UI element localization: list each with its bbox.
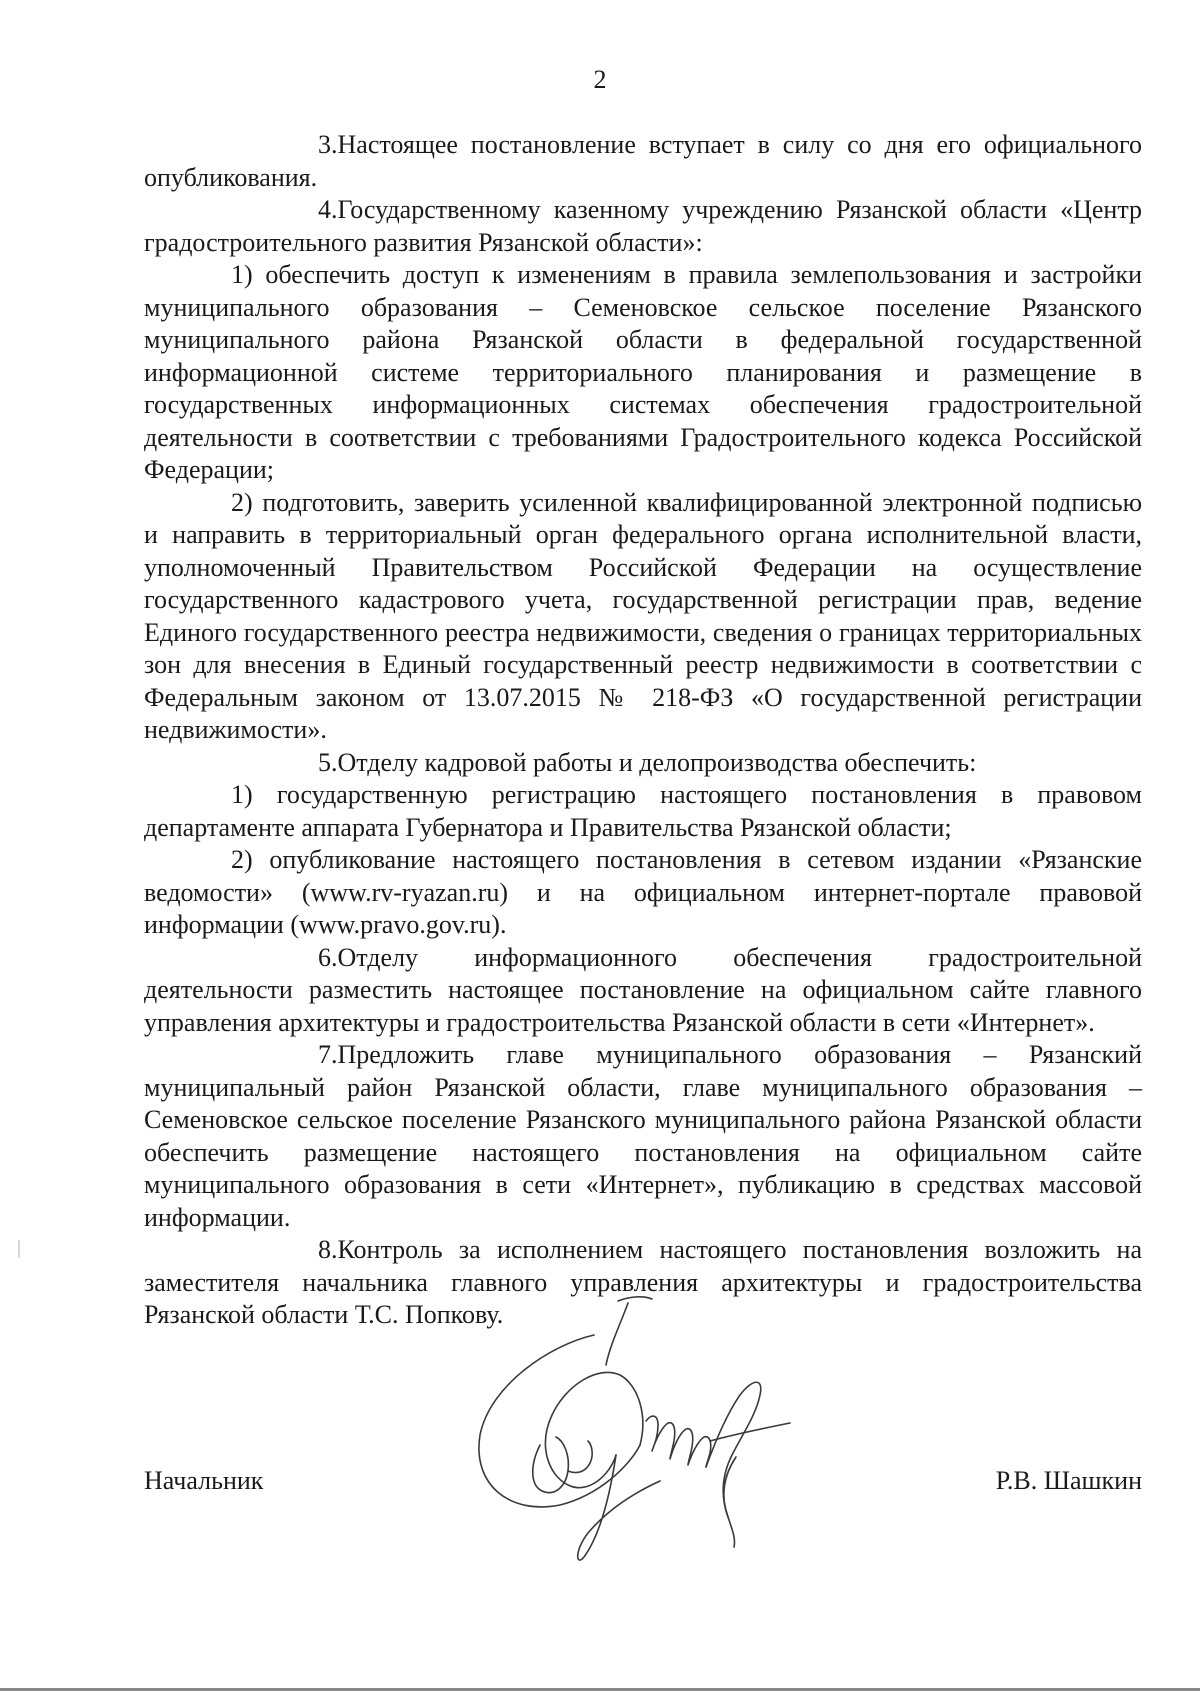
paragraph-text: Предложить главе муниципального образования – Рязанский муниципальный район Рязанской области, главе муниципального образования – Семеновское сельское поселение Рязанского муниципального района Рязанской области обеспечить размещение настоящего постановления на официальном сайте муниципального образования в сети «Интернет», публикацию в средствах массовой информации. — [144, 1040, 1142, 1232]
document-body — [144, 129, 1142, 1332]
paragraph-number: 6. — [318, 942, 338, 972]
paragraph-4-item-1 — [144, 259, 1142, 487]
paragraph-text: 1) государственную регистрацию настоящего постановления в правовом департаменте аппарата Губернатора и Правительства Рязанской области; — [144, 780, 1142, 842]
paragraph-4-item-2 — [144, 487, 1142, 747]
paragraph-7 — [144, 1039, 1142, 1234]
signer-name: Р.В. Шашкин — [995, 1466, 1142, 1495]
paragraph-6 — [144, 942, 1142, 1040]
paragraph-number: 5. — [318, 747, 338, 777]
paragraph-text: 1) обеспечить доступ к изменениям в правила землепользования и застройки муниципального образования – Семеновское сельское поселение Рязанского муниципального района Рязанской области в федеральной государственной информационной системе территориального планирования и размещение в государственных информационных системах обеспечения градостроительной деятельности в соответствии с требованиями Градостроительного кодекса Российской Федерации; — [144, 260, 1142, 484]
page-number: 2 — [593, 65, 607, 94]
paragraph-4 — [144, 194, 1142, 259]
scan-mark — [18, 1240, 20, 1258]
paragraph-number: 3. — [318, 130, 338, 159]
paragraph-3 — [144, 129, 1142, 194]
paragraph-number: 7. — [318, 1040, 338, 1069]
paragraph-number: 4. — [318, 195, 338, 224]
paragraph-text: 2) опубликование настоящего постановления в сетевом издании «Рязанские ведомости» (www.rv-ryazan.ru) и на официальном интернет-портале правовой информации (www.pravo.gov.ru). — [144, 845, 1142, 939]
signer-title: Начальник — [144, 1466, 264, 1495]
paragraph-5 — [144, 747, 1142, 780]
paragraph-text: Контроль за исполнением настоящего постановления возложить на заместителя начальника главного управления архитектуры и градостроительства Рязанской области Т.С. Попкову. — [144, 1235, 1142, 1329]
paragraph-text: Государственному казенному учреждению Рязанской области «Центр градостроительного развития Рязанской области»: — [144, 195, 1142, 257]
paragraph-text: 2) подготовить, заверить усиленной квалифицированной электронной подписью и направить в территориальный орган федерального органа исполнительной власти, уполномоченный Правительством Российской Федерации на осуществление государственного кадастрового учета, государственной регистрации прав, ведение Единого государственного реестра недвижимости, сведения о границах территориальных зон для внесения в Единый государственный реестр недвижимости в соответствии с Федеральным законом от 13.07.2015 № 218-ФЗ «О государственной регистрации недвижимости». — [144, 487, 1142, 744]
handwritten-signature — [470, 1295, 830, 1585]
paragraph-text: Настоящее постановление вступает в силу со дня его официального опубликования. — [144, 130, 1142, 192]
paragraph-5-item-1 — [144, 779, 1142, 844]
paragraph-number: 8. — [318, 1235, 338, 1264]
scan-bottom-edge — [0, 1688, 1200, 1691]
paragraph-text: Отделу кадровой работы и делопроизводства обеспечить: — [337, 747, 977, 777]
paragraph-5-item-2 — [144, 844, 1142, 942]
paragraph-text: Отделу информационного обеспечения градостроительной деятельности разместить настоящее постановление на официальном сайте главного управления архитектуры и градостроительства Рязанской области в сети «Интернет». — [144, 942, 1142, 1037]
signature-block — [144, 1465, 1142, 1505]
